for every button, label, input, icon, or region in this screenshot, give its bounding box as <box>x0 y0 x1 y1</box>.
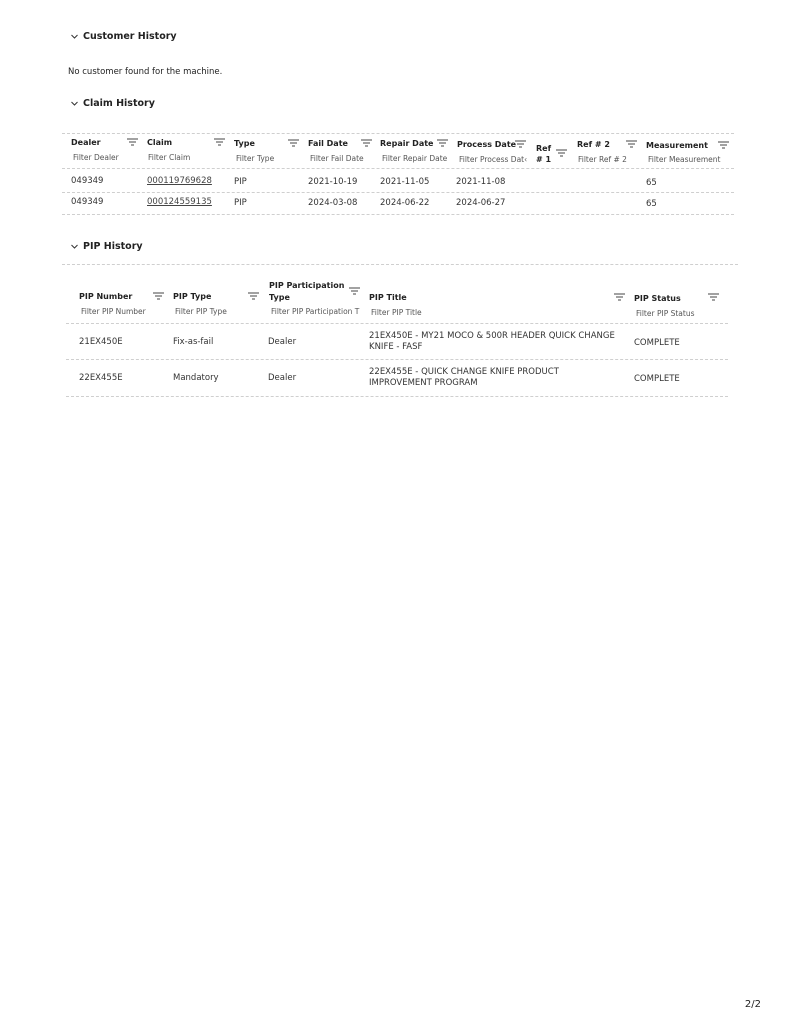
table-cell-process-date: 2024-06-27 <box>456 198 506 208</box>
sort-icon[interactable] <box>708 293 719 301</box>
column-header-pip-number: PIP Number <box>79 292 133 301</box>
sort-icon[interactable] <box>248 292 259 300</box>
column-header-ref1-line2: # 1 <box>536 155 552 164</box>
filter-pip-title-input[interactable]: Filter PIP Title <box>371 308 422 317</box>
column-header-pip-participation: PIP Participation <box>269 281 345 290</box>
table-cell-pip-title: 22EX455E - QUICK CHANGE KNIFE PRODUCT IMPROVEMENT PROGRAM <box>369 367 559 388</box>
claim-history-toggle[interactable] <box>70 98 155 109</box>
table-cell-fail-date: 2024-03-08 <box>308 198 358 208</box>
column-header-ref2: Ref # 2 <box>577 140 610 149</box>
sort-icon[interactable] <box>718 141 729 149</box>
chevron-down-icon <box>70 99 79 108</box>
chevron-down-icon <box>70 242 79 251</box>
sort-icon[interactable] <box>614 293 625 301</box>
table-divider <box>62 192 734 193</box>
table-cell-pip-status: COMPLETE <box>634 338 680 348</box>
table-cell-type: PIP <box>234 177 247 187</box>
table-divider <box>62 168 734 169</box>
claim-link[interactable]: 000124559135 <box>147 197 212 207</box>
column-header-claim: Claim <box>147 138 173 147</box>
table-cell-pip-number: 21EX450E <box>79 337 123 347</box>
filter-pip-type-input[interactable]: Filter PIP Type <box>175 307 227 316</box>
table-cell-fail-date: 2021-10-19 <box>308 177 358 187</box>
column-header-dealer: Dealer <box>71 138 101 147</box>
table-cell-type: PIP <box>234 198 247 208</box>
table-cell-pip-participation: Dealer <box>268 337 297 347</box>
filter-pip-number-input[interactable]: Filter PIP Number <box>81 307 146 316</box>
table-cell-dealer: 049349 <box>71 176 104 186</box>
table-cell-process-date: 2021-11-08 <box>456 177 506 187</box>
pip-history-toggle[interactable] <box>70 241 143 252</box>
table-cell-pip-participation: Dealer <box>268 373 297 383</box>
filter-pip-status-input[interactable]: Filter PIP Status <box>636 309 695 318</box>
filter-repair-date-input[interactable]: Filter Repair Date <box>382 154 448 163</box>
column-header-repair-date: Repair Date <box>380 139 434 148</box>
chevron-down-icon <box>70 32 79 41</box>
sort-icon[interactable] <box>556 149 567 157</box>
column-header-type: Type <box>234 139 255 148</box>
filter-process-date-input[interactable]: Filter Process Dat‹ <box>459 155 528 164</box>
customer-history-title: Customer History <box>83 31 177 42</box>
page-number: 2/2 <box>744 999 761 1010</box>
filter-ref2-input[interactable]: Filter Ref # 2 <box>578 155 627 164</box>
table-cell-pip-status: COMPLETE <box>634 374 680 384</box>
filter-type-input[interactable]: Filter Type <box>236 154 275 163</box>
sort-icon[interactable] <box>626 140 637 148</box>
table-cell-pip-title: 21EX450E - MY21 MOCO & 500R HEADER QUICK CHANGE KNIFE - FASF <box>369 331 615 352</box>
table-cell-pip-type: Fix-as-fail <box>173 337 214 347</box>
filter-pip-participation-input[interactable]: Filter PIP Participation T <box>271 307 360 316</box>
sort-icon[interactable] <box>361 139 372 147</box>
sort-icon[interactable] <box>214 138 225 146</box>
table-divider <box>62 133 734 134</box>
customer-history-toggle[interactable] <box>70 31 177 42</box>
table-cell-pip-type: Mandatory <box>173 373 219 383</box>
column-header-pip-status: PIP Status <box>634 294 681 303</box>
column-header-fail-date: Fail Date <box>308 139 348 148</box>
column-header-ref1: Ref <box>536 144 552 153</box>
filter-claim-input[interactable]: Filter Claim <box>148 153 191 162</box>
table-cell-pip-number: 22EX455E <box>79 373 123 383</box>
claim-history-title: Claim History <box>83 98 155 109</box>
pip-history-title: PIP History <box>83 241 143 252</box>
column-header-pip-participation-line2: Type <box>269 293 290 302</box>
table-cell-repair-date: 2021-11-05 <box>380 177 430 187</box>
column-header-pip-type: PIP Type <box>173 292 212 301</box>
table-divider <box>66 359 728 360</box>
table-cell-measurement: 65 <box>646 199 657 209</box>
table-cell-dealer: 049349 <box>71 197 104 207</box>
sort-icon[interactable] <box>127 138 138 146</box>
no-customer-message: No customer found for the machine. <box>68 67 223 77</box>
claim-link[interactable]: 000119769628 <box>147 176 212 186</box>
table-divider <box>62 214 734 215</box>
sort-icon[interactable] <box>349 287 360 295</box>
column-header-process-date: Process Date <box>457 140 517 149</box>
table-divider <box>66 323 728 324</box>
sort-icon[interactable] <box>153 292 164 300</box>
section-divider <box>62 264 738 265</box>
column-header-measurement: Measurement <box>646 141 708 150</box>
sort-icon[interactable] <box>515 140 526 148</box>
filter-fail-date-input[interactable]: Filter Fail Date <box>310 154 364 163</box>
sort-icon[interactable] <box>437 139 448 147</box>
table-cell-measurement: 65 <box>646 178 657 188</box>
filter-measurement-input[interactable]: Filter Measurement <box>648 155 721 164</box>
table-divider <box>66 396 728 397</box>
column-header-pip-title: PIP Title <box>369 293 407 302</box>
sort-icon[interactable] <box>288 139 299 147</box>
filter-dealer-input[interactable]: Filter Dealer <box>73 153 119 162</box>
table-cell-repair-date: 2024-06-22 <box>380 198 430 208</box>
